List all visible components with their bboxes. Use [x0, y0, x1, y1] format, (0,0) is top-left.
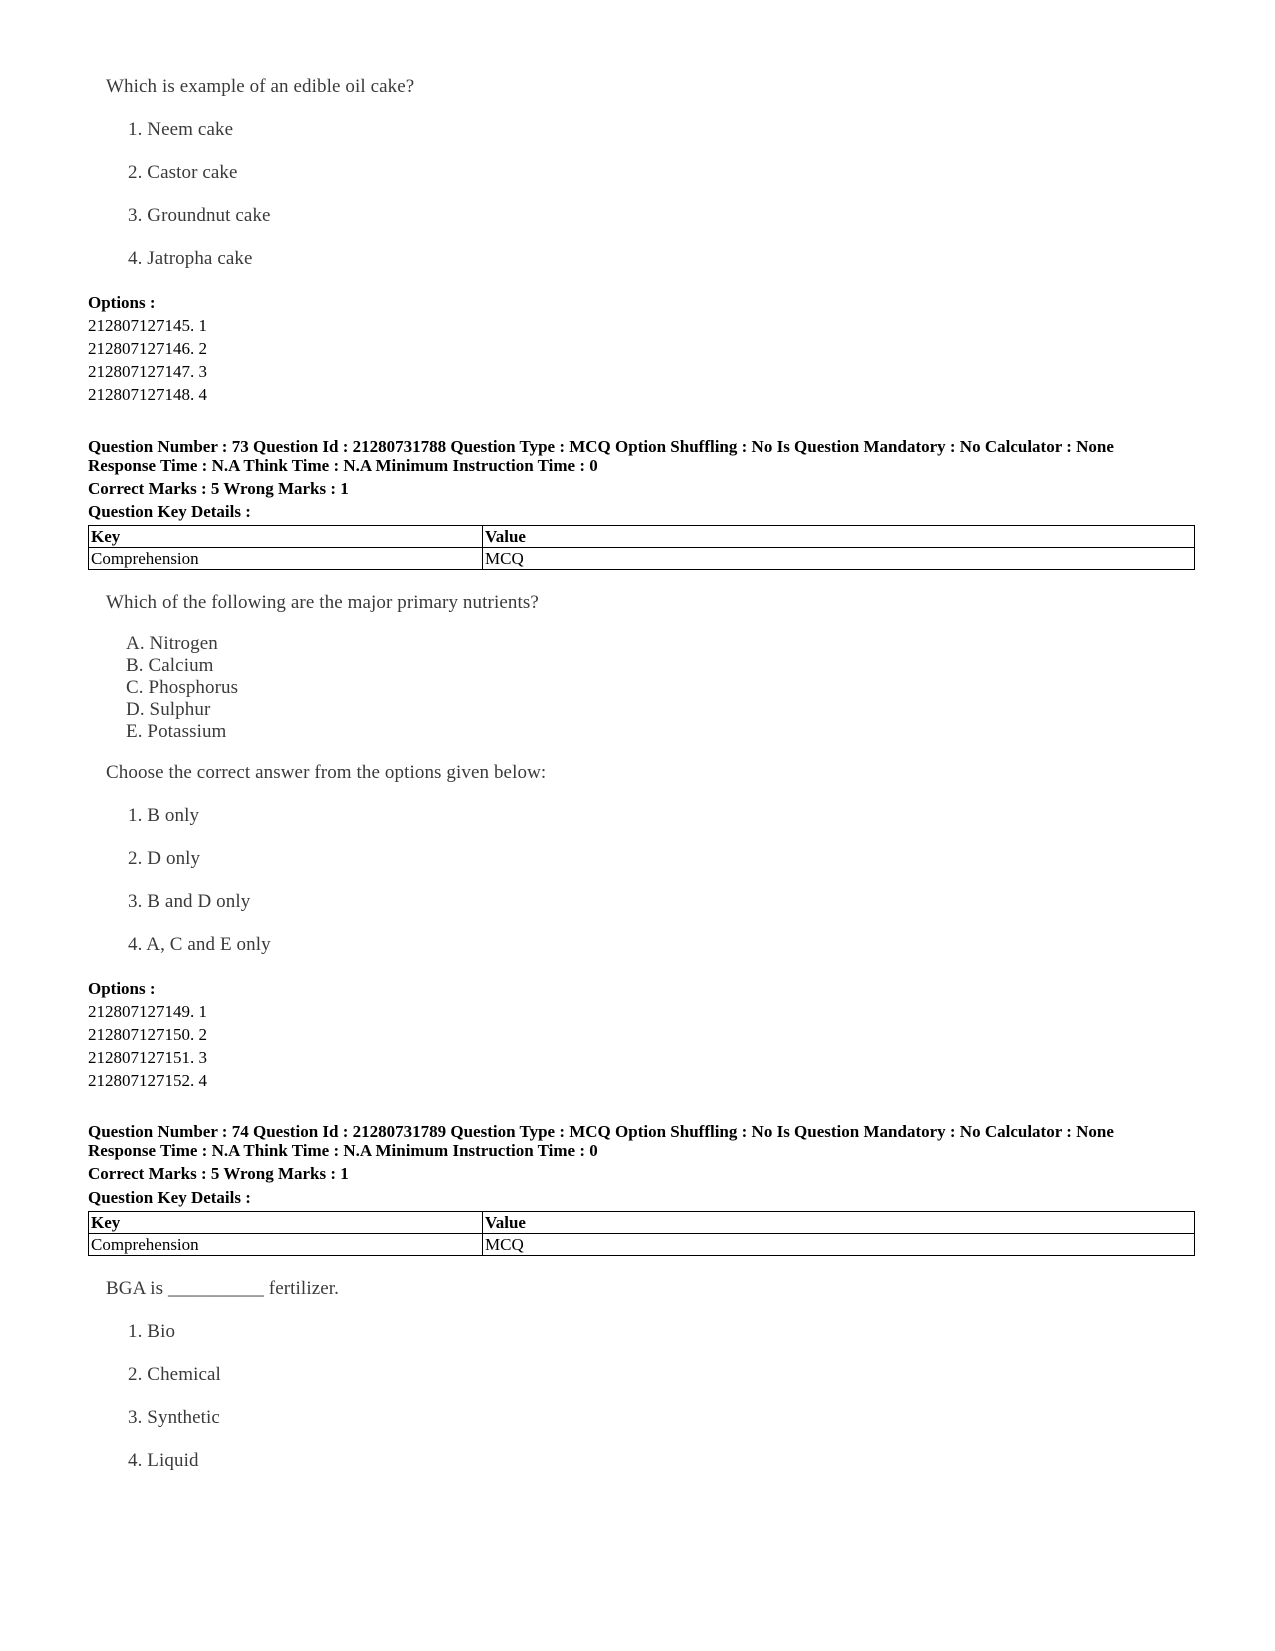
table-cell-key: Comprehension	[89, 548, 483, 570]
table-header-value: Value	[483, 526, 1195, 548]
options-label: Options :	[88, 979, 156, 998]
option-id-2: 212807127146. 2	[88, 339, 207, 358]
question-stem: Which of the following are the major primary nutrients?	[106, 592, 539, 613]
table-row	[89, 1234, 1195, 1256]
option-id-1: 212807127149. 1	[88, 1002, 207, 1021]
list-item: D. Sulphur	[126, 699, 211, 720]
table-cell-key: Comprehension	[89, 1234, 483, 1256]
list-item: B. Calcium	[126, 655, 214, 676]
question-key-details-label: Question Key Details :	[88, 502, 251, 521]
table-header-key: Key	[89, 526, 483, 548]
list-item: A. Nitrogen	[126, 633, 218, 654]
list-item: E. Potassium	[126, 721, 227, 742]
choice-2: 2. Chemical	[128, 1364, 221, 1385]
choice-3: 3. Groundnut cake	[128, 205, 271, 226]
question-marks: Correct Marks : 5 Wrong Marks : 1	[88, 479, 349, 498]
choice-1: 1. B only	[128, 805, 200, 826]
table-header-key: Key	[89, 1212, 483, 1234]
choice-3: 3. Synthetic	[128, 1407, 220, 1428]
choice-3: 3. B and D only	[128, 891, 251, 912]
choice-2: 2. Castor cake	[128, 162, 238, 183]
question-meta-line2: Response Time : N.A Think Time : N.A Minimum Instruction Time : 0	[88, 1141, 598, 1160]
question-meta-line1: Question Number : 74 Question Id : 21280731789 Question Type : MCQ Option Shuffling : No Is Question Mandatory : No Calculator : None	[88, 1122, 1114, 1141]
question-key-details-label: Question Key Details :	[88, 1188, 251, 1207]
table-row	[89, 548, 1195, 570]
list-item: C. Phosphorus	[126, 677, 239, 698]
question-meta-line2: Response Time : N.A Think Time : N.A Minimum Instruction Time : 0	[88, 456, 598, 475]
question-marks: Correct Marks : 5 Wrong Marks : 1	[88, 1164, 349, 1183]
option-id-3: 212807127147. 3	[88, 362, 207, 381]
question-key-table	[88, 525, 1195, 570]
table-cell-value: MCQ	[483, 1234, 1195, 1256]
table-header-value: Value	[483, 1212, 1195, 1234]
choice-1: 1. Bio	[128, 1321, 176, 1342]
options-label: Options :	[88, 293, 156, 312]
choice-1: 1. Neem cake	[128, 119, 234, 140]
option-id-4: 212807127152. 4	[88, 1071, 207, 1090]
option-id-4: 212807127148. 4	[88, 385, 207, 404]
question-stem: BGA is __________ fertilizer.	[106, 1278, 339, 1299]
question-stem: Which is example of an edible oil cake?	[106, 76, 415, 97]
choice-4: 4. Liquid	[128, 1450, 199, 1471]
question-meta-line1: Question Number : 73 Question Id : 21280731788 Question Type : MCQ Option Shuffling : No Is Question Mandatory : No Calculator : None	[88, 437, 1114, 456]
choice-2: 2. D only	[128, 848, 201, 869]
option-id-3: 212807127151. 3	[88, 1048, 207, 1067]
option-id-2: 212807127150. 2	[88, 1025, 207, 1044]
table-cell-value: MCQ	[483, 548, 1195, 570]
table-header-row	[89, 1212, 1195, 1234]
option-id-1: 212807127145. 1	[88, 316, 207, 335]
question-instruction: Choose the correct answer from the options given below:	[106, 762, 547, 783]
question-key-table	[88, 1211, 1195, 1256]
choice-4: 4. Jatropha cake	[128, 248, 253, 269]
table-header-row	[89, 526, 1195, 548]
choice-4: 4. A, C and E only	[128, 934, 271, 955]
